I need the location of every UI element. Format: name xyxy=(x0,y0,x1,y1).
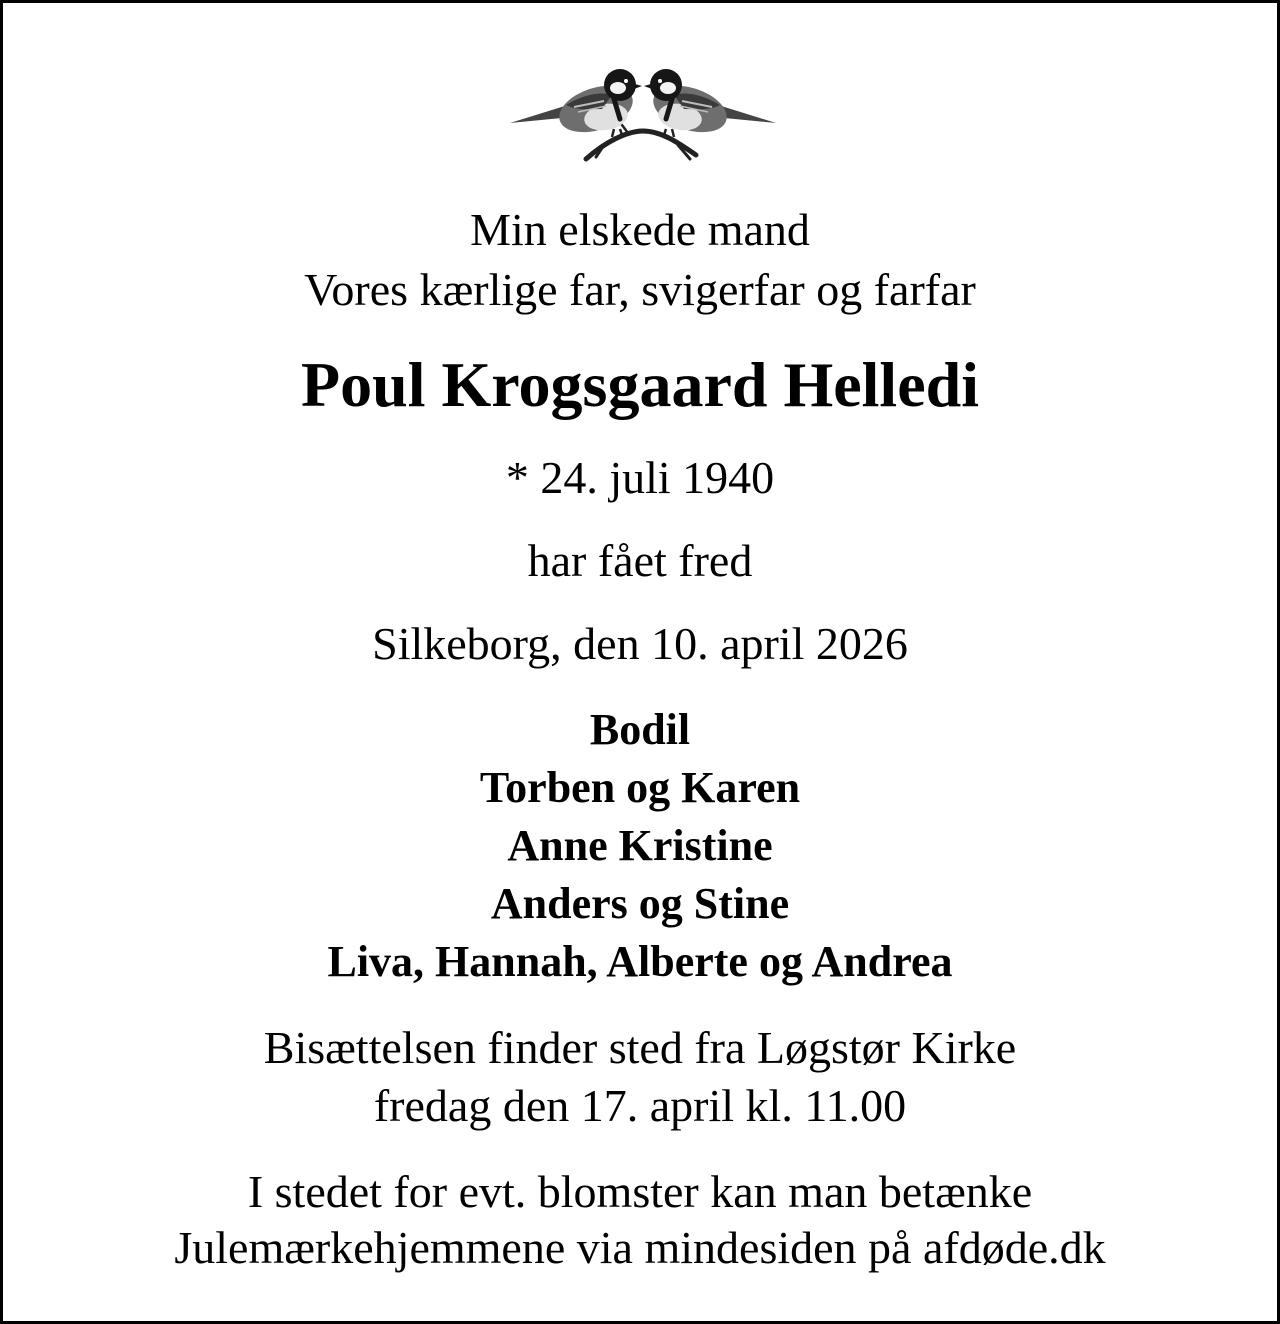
donation-line-1: I stedet for evt. blomster kan man betænke xyxy=(247,1166,1033,1217)
deceased-name: Poul Krogsgaard Helledi xyxy=(301,349,979,420)
donation-line-2: Julemærkehjemmene via mindesiden på afdøde.dk xyxy=(174,1222,1106,1273)
relative-name: Liva, Hannah, Alberte og Andrea xyxy=(327,937,953,986)
relative-name: Anders og Stine xyxy=(490,879,790,928)
passing-text: har fået fred xyxy=(527,535,753,586)
intro-line-1: Min elskede mand xyxy=(470,204,810,255)
funeral-line-2: fredag den 17. april kl. 11.00 xyxy=(373,1080,907,1131)
intro-line-2: Vores kærlige far, svigerfar og farfar xyxy=(304,264,976,315)
relative-name: Anne Kristine xyxy=(507,821,773,870)
two-birds-on-branch-icon xyxy=(508,65,778,169)
relative-name: Torben og Karen xyxy=(479,763,801,812)
funeral-line-1: Bisættelsen finder sted fra Løgstør Kirke xyxy=(263,1022,1017,1073)
place-and-date: Silkeborg, den 10. april 2026 xyxy=(372,618,908,669)
birth-date: * 24. juli 1940 xyxy=(505,452,775,503)
relative-name: Bodil xyxy=(589,705,691,754)
